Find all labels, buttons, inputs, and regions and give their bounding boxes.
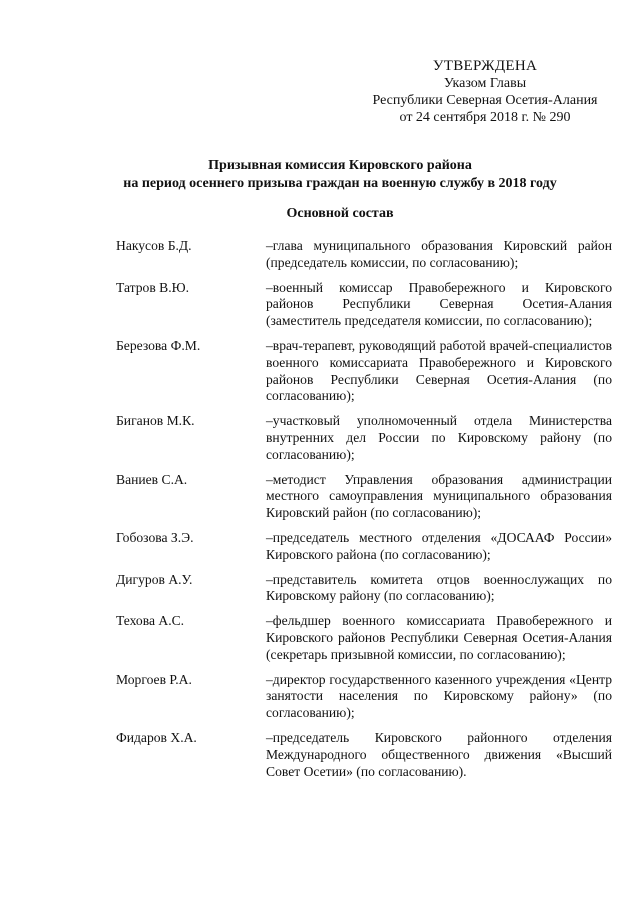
member-row [116, 413, 612, 463]
member-row [116, 730, 612, 780]
member-role: –директор государственного казенного учреждения «Центр занятости населения по Кировскому району» (по согласованию); [266, 671, 612, 721]
approval-decree: Указом Главы [443, 76, 527, 91]
member-role: –врач-терапевт, руководящий работой врачей-специалистов военного комиссариата Правобережного и Кировского районов Республики Северная Осетия-Алания (по согласованию); [266, 337, 612, 404]
member-name: Дигуров А.У. [116, 571, 193, 587]
member-row [116, 672, 612, 722]
member-role: –председатель местного отделения «ДОСААФ России» Кировского района (по согласованию); [266, 529, 612, 562]
section-title: Основной состав [286, 206, 394, 221]
approval-date: от 24 сентября 2018 г. № 290 [399, 110, 571, 125]
document-title [60, 157, 620, 193]
member-role: –председатель Кировского районного отделения Международного общественного движения «Высший Совет Осетии» (по согласованию). [266, 729, 612, 779]
member-row [116, 530, 612, 564]
member-role: –представитель комитета отцов военнослужащих по Кировскому району (по согласованию); [266, 571, 612, 604]
member-name: Техова А.С. [116, 613, 185, 629]
member-role: –военный комиссар Правобережного и Кировского районов Республики Северная Осетия-Алания (заместитель председателя комиссии, по согласованию); [266, 279, 612, 329]
approval-stamp [360, 58, 610, 126]
member-name: Накусов Б.Д. [116, 238, 192, 253]
title-line-2: на период осеннего призыва граждан на военную службу в 2018 году [123, 176, 557, 191]
member-role: –фельдшер военного комиссариата Правобережного и Кировского районов Республики Северная Осетия-Алания (секретарь призывной комиссии, по согласованию); [266, 613, 612, 662]
title-line-1: Призывная комиссия Кировского района [208, 158, 472, 173]
member-role: –глава муниципального образования Кировский район (председатель комиссии, по согласованию); [266, 238, 612, 270]
member-role: –методист Управления образования администрации местного самоуправления муниципального образования Кировский район (по согласованию); [266, 471, 612, 521]
members-list [116, 238, 612, 788]
member-name: Биганов М.К. [116, 413, 195, 429]
member-name: Фидаров Х.А. [116, 729, 197, 745]
approval-heading: УТВЕРЖДЕНА [432, 58, 538, 74]
member-name: Гобозова З.Э. [116, 529, 194, 545]
member-role: –участковый уполномоченный отдела Министерства внутренних дел России по Кировскому району (по согласованию); [266, 413, 612, 462]
member-row [116, 338, 612, 405]
member-row [116, 572, 612, 606]
member-row [116, 238, 612, 272]
approval-republic: Республики Северная Осетия-Алания [372, 93, 598, 108]
member-row [116, 472, 612, 522]
member-row [116, 280, 612, 330]
member-name: Ваниев С.А. [116, 471, 188, 487]
member-name: Березова Ф.М. [116, 337, 201, 353]
member-row [116, 613, 612, 663]
member-name: Моргоев Р.А. [116, 671, 192, 687]
member-name: Татров В.Ю. [116, 279, 189, 295]
